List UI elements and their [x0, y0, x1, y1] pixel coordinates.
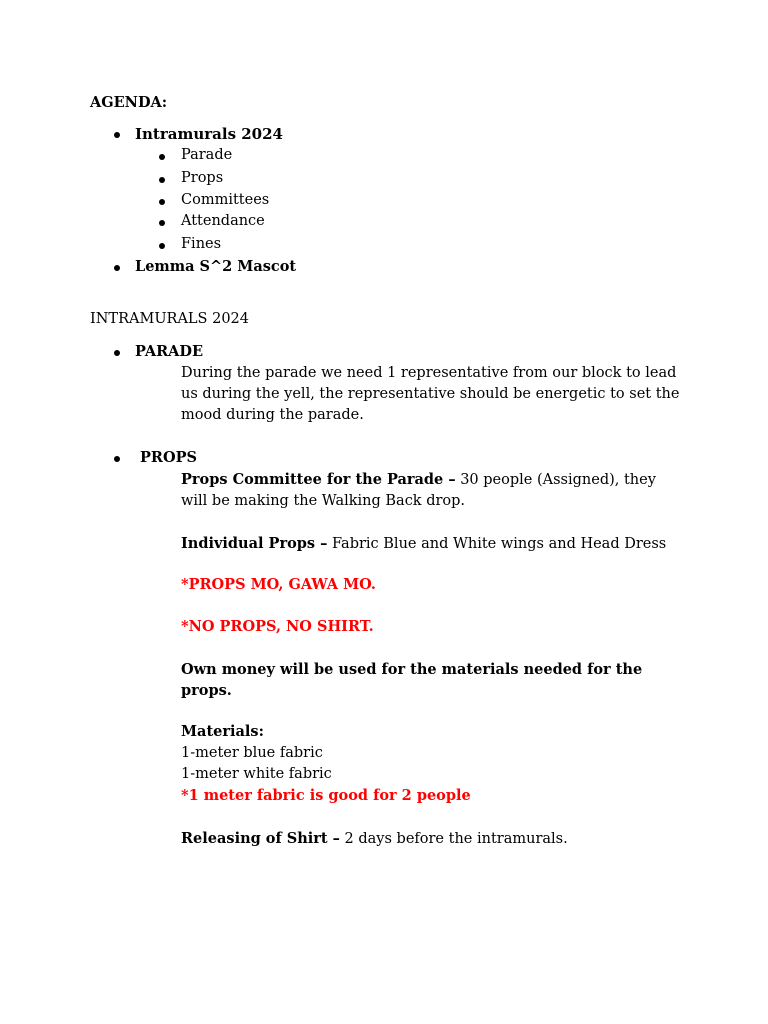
parade-description: During the parade we need 1 representative from our block to lead us during the yell, the representative should be energetic to set the mood during the parade. [181, 365, 680, 423]
bullet-icon [114, 265, 120, 271]
release-shirt [181, 828, 681, 850]
agenda-subitem: Attendance [181, 213, 265, 229]
individual-props-text: Fabric Blue and White wings and Head Dress [327, 536, 667, 552]
bullet-icon [159, 243, 165, 249]
agenda-item-mascot: Lemma S^2 Mascot [135, 258, 297, 275]
release-text: 2 days before the intramurals. [339, 831, 568, 847]
props-warning-1: *PROPS MO, GAWA MO. [181, 576, 376, 593]
bullet-icon [159, 154, 165, 160]
bullet-icon [114, 350, 120, 356]
agenda-heading: AGENDA: [90, 94, 168, 111]
release-label: Releasing of Shirt – [181, 830, 340, 847]
bullet-icon [159, 177, 165, 183]
agenda-subitem: Parade [181, 147, 233, 163]
props-committee [181, 469, 681, 512]
bullet-icon [159, 220, 165, 226]
material-item: 1-meter white fabric [181, 766, 332, 782]
materials-heading: Materials: [181, 723, 264, 740]
individual-props-label: Individual Props – [181, 535, 328, 552]
agenda-subitem: Props [181, 170, 224, 186]
parade-label: PARADE [135, 343, 204, 360]
materials-note: *1 meter fabric is good for 2 people [181, 787, 471, 804]
bullet-icon [114, 456, 120, 462]
bullet-icon [159, 199, 165, 205]
props-label: PROPS [140, 449, 197, 466]
props-warning-2: *NO PROPS, NO SHIRT. [181, 618, 374, 635]
own-money-note: Own money will be used for the materials needed for the props. [181, 661, 643, 699]
material-item: 1-meter blue fabric [181, 745, 323, 761]
section-heading-intramurals: INTRAMURALS 2024 [90, 311, 250, 327]
agenda-subitem: Committees [181, 192, 270, 208]
props-committee-text: 30 people (Assigned), they will be making the Walking Back drop. [181, 472, 656, 509]
agenda-item-intramurals: Intramurals 2024 [135, 125, 283, 143]
individual-props [181, 533, 681, 555]
bullet-icon [114, 132, 120, 138]
props-committee-label: Props Committee for the Parade – [181, 471, 456, 488]
agenda-subitem: Fines [181, 236, 222, 252]
